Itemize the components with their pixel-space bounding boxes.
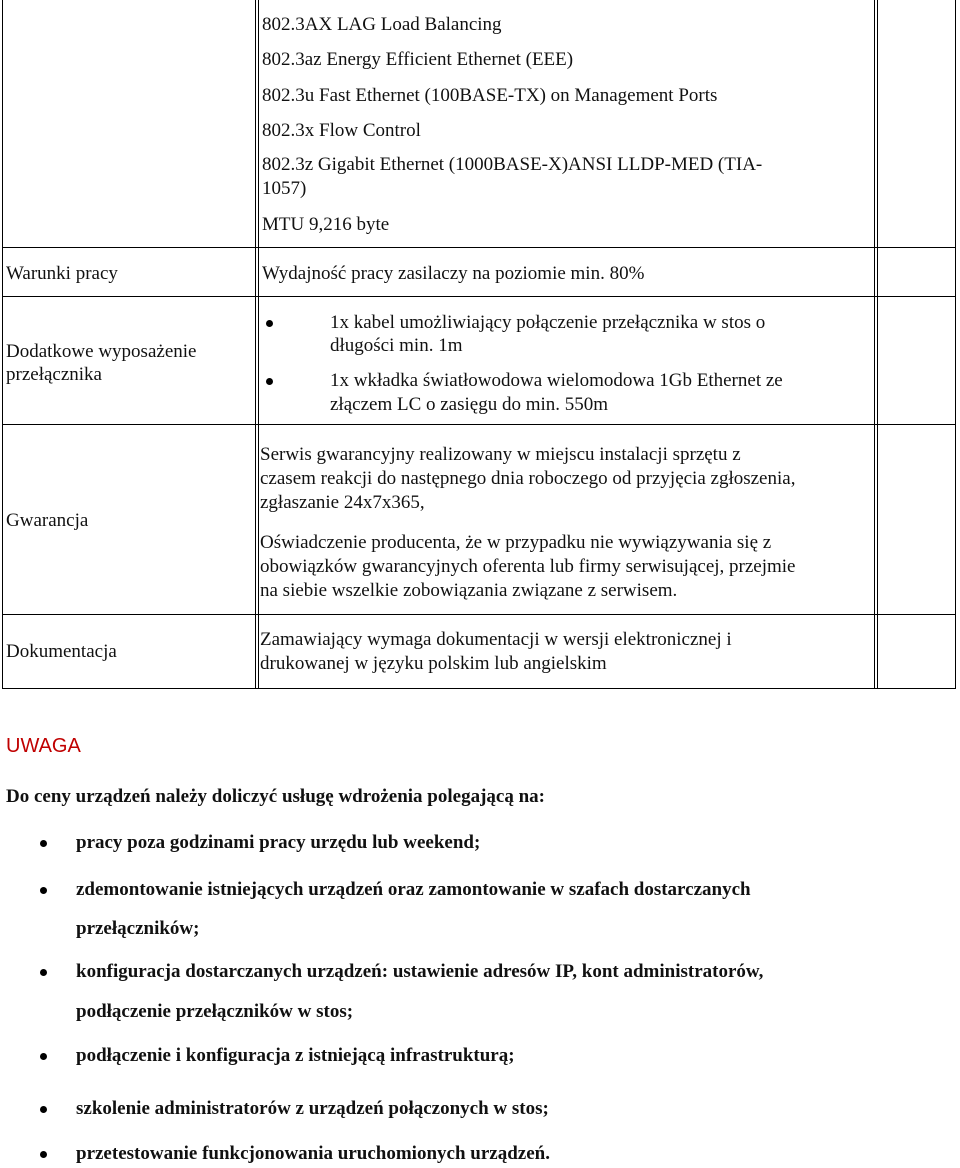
spec-line: 802.3z Gigabit Ethernet (1000BASE-X)ANSI LLDP-MED (TIA- [262,154,763,175]
list-item: zdemontowanie istniejących urządzeń oraz zamontowanie w szafach dostarczanych [76,879,751,900]
spec-line: 802.3x Flow Control [262,120,421,141]
note-title: UWAGA [6,735,81,757]
row-label-dokumentacja: Dokumentacja [6,641,117,662]
documentation-text: drukowanej w języku polskim lub angielskim [260,653,607,674]
accessory-item: 1x wkładka światłowodowa wielomodowa 1Gb Ethernet ze [330,370,783,391]
bullet-icon [40,969,47,976]
warranty-statement: obowiązków gwarancyjnych oferenta lub firmy serwisującej, przejmie [260,556,796,577]
warranty-statement: na siebie wszelkie zobowiązania związane z serwisem. [260,580,678,601]
table-bottom-border [2,688,956,689]
row-divider-1 [2,247,956,248]
bullet-icon [40,887,47,894]
bullet-icon [266,320,273,327]
spec-line: 802.3az Energy Efficient Ethernet (EEE) [262,49,574,70]
table-left-border [2,0,3,689]
list-item: pracy poza godzinami pracy urzędu lub weekend; [76,832,481,853]
warranty-statement: Oświadczenie producenta, że w przypadku nie wywiązywania się z [260,532,772,553]
row-label-gwarancja: Gwarancja [6,510,89,531]
list-item: przetestowanie funkcjonowania uruchomionych urządzeń. [76,1143,550,1164]
row-label-warunki: Warunki pracy [6,263,118,284]
row-divider-4 [2,614,956,615]
documentation-text: Zamawiający wymaga dokumentacji w wersji elektronicznej i [260,629,732,650]
bullet-icon [266,378,273,385]
warranty-text: zgłaszanie 24x7x365, [260,492,425,513]
spec-line: 802.3u Fast Ethernet (100BASE-TX) on Management Ports [262,85,718,106]
warranty-text: Serwis gwarancyjny realizowany w miejscu instalacji sprzętu z [260,444,741,465]
bullet-icon [40,840,47,847]
list-item-cont: przełączników; [76,918,200,939]
row-divider-2 [2,296,956,297]
table-col-divider-3 [874,0,875,689]
row-divider-3 [2,424,956,425]
list-item-cont: podłączenie przełączników w stos; [76,1001,354,1022]
accessory-item: 1x kabel umożliwiający połączenie przełącznika w stos o [330,312,766,333]
table-col-divider-1 [255,0,256,689]
table-right-border [955,0,956,689]
list-item: szkolenie administratorów z urządzeń połączonych w stos; [76,1098,549,1119]
bullet-icon [40,1053,47,1060]
spec-line: MTU 9,216 byte [262,214,390,235]
row-value-warunki: Wydajność pracy zasilaczy na poziomie min. 80% [262,263,645,284]
row-label-dodatkowe-cont: przełącznika [6,364,102,385]
accessory-item-cont: długości min. 1m [330,335,463,356]
spec-line: 802.3AX LAG Load Balancing [262,14,502,35]
note-intro: Do ceny urządzeń należy doliczyć usługę wdrożenia polegającą na: [6,786,545,807]
table-col-divider-2 [258,0,259,689]
row-label-dodatkowe: Dodatkowe wyposażenie [6,341,197,362]
bullet-icon [40,1106,47,1113]
bullet-icon [40,1151,47,1158]
warranty-text: czasem reakcji do następnego dnia roboczego od przyjęcia zgłoszenia, [260,468,796,489]
accessory-item-cont: złączem LC o zasięgu do min. 550m [330,394,609,415]
list-item: konfiguracja dostarczanych urządzeń: ustawienie adresów IP, kont administratorów, [76,961,764,982]
list-item: podłączenie i konfiguracja z istniejącą infrastrukturą; [76,1045,515,1066]
spec-line: 1057) [262,178,307,199]
table-col-divider-4 [877,0,878,689]
